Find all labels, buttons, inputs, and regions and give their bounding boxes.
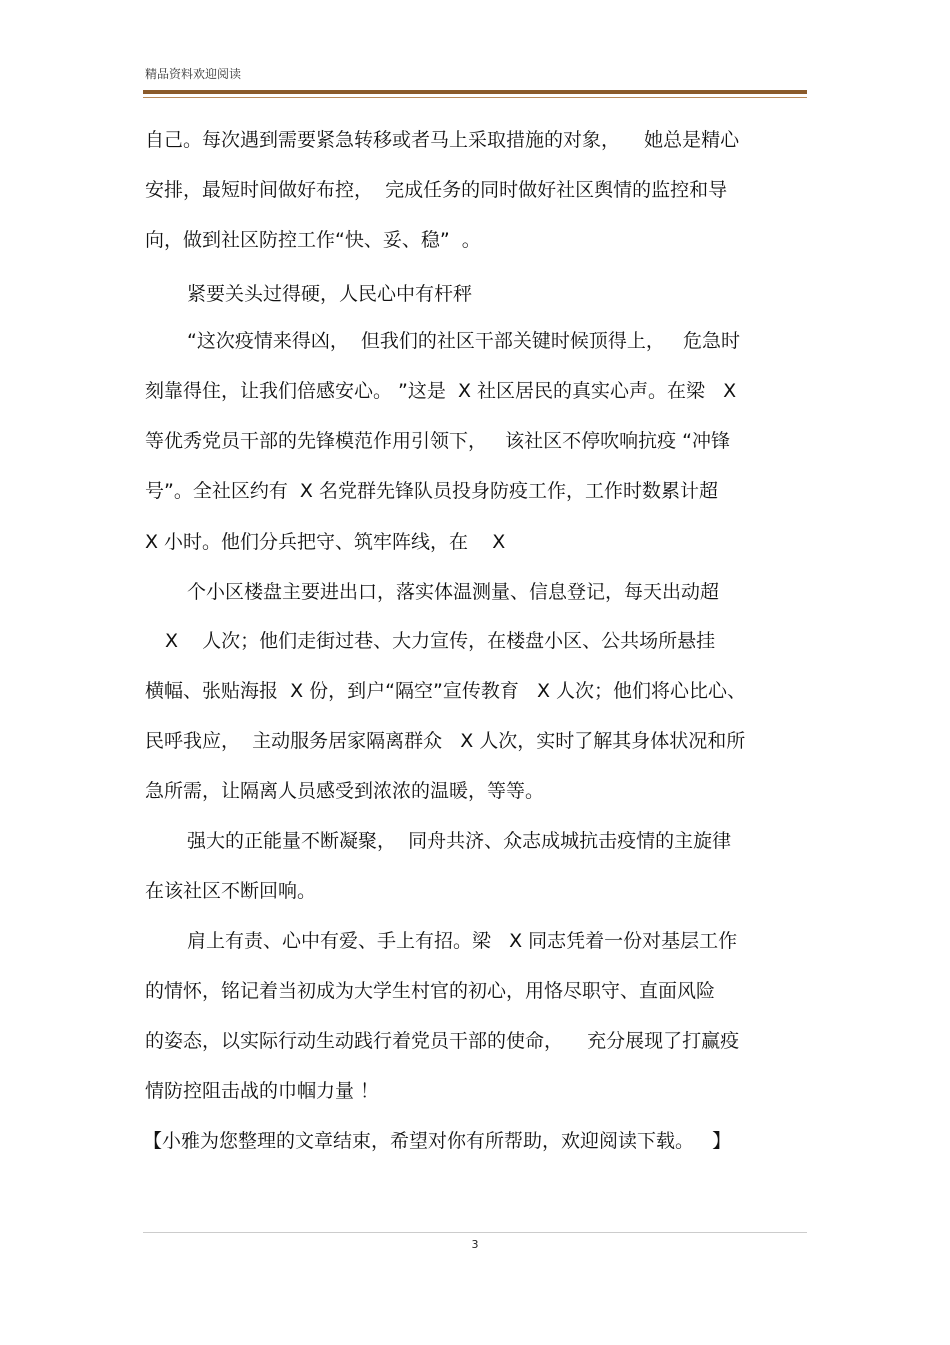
text-line: 急所需，让隔离人员感受到浓浓的温暖，等等。: [145, 780, 545, 802]
text-line: 等优秀党员干部的先锋模范作用引领下， 该社区不停吹响抗疫 “冲锋: [145, 430, 731, 452]
page-number: 3: [471, 1238, 479, 1251]
text-line: 肩上有责、心中有爱、手上有招。梁 X 同志凭着一份对基层工作: [187, 930, 738, 952]
text-line: 情防控阻击战的巾帼力量 ！: [145, 1080, 380, 1102]
footer-rule: [143, 1232, 807, 1233]
text-line: 在该社区不断回响。: [145, 880, 317, 902]
text-line: 号”。全社区约有 X 名党群先锋队员投身防疫工作，工作时数累计超: [145, 480, 718, 502]
header-rule-thin: [143, 97, 807, 98]
text-line: 安排，最短时间做好布控， 完成任务的同时做好社区舆情的监控和导: [145, 179, 728, 201]
text-line: 的姿态，以实际行动生动践行着党员干部的使命， 充分展现了打赢疫: [145, 1030, 740, 1052]
text-line: 自己。每次遇到需要紧急转移或者马上采取措施的对象， 她总是精心: [145, 129, 740, 151]
closing-note: 【小雅为您整理的文章结束，希望对你有所帮助，欢迎阅读下载。 】: [143, 1130, 732, 1152]
text-line: 民呼我应， 主动服务居家隔离群众 X 人次，实时了解其身体状况和所: [145, 730, 746, 752]
text-line: 向，做到社区防控工作“快、妥、稳” 。: [145, 229, 481, 251]
text-line: 个小区楼盘主要进出口，落实体温测量、信息登记，每天出动超: [187, 581, 720, 603]
text-line: 强大的正能量不断凝聚， 同舟共济、众志成城抗击疫情的主旋律: [187, 830, 732, 852]
text-line: 刻靠得住，让我们倍感安心。 ”这是 X 社区居民的真实心声。在梁 X: [145, 380, 737, 402]
text-line: 横幅、张贴海报 X 份，到户“隔空”宣传教育 X 人次；他们将心比心、: [145, 680, 746, 702]
page-header-text: 精品资料欢迎阅读: [145, 67, 242, 81]
section-heading: 紧要关头过得硬，人民心中有杆秤: [187, 283, 473, 305]
header-rule-thick: [143, 90, 807, 94]
text-line: “这次疫情来得凶， 但我们的社区干部关键时候顶得上， 危急时: [187, 330, 741, 352]
text-line: X 小时。他们分兵把守、筑牢阵线，在 X: [145, 531, 506, 553]
text-line: 的情怀，铭记着当初成为大学生村官的初心，用恪尽职守、直面风险: [145, 980, 716, 1002]
text-line: X 人次；他们走街过巷、大力宣传，在楼盘小区、公共场所悬挂: [165, 630, 716, 652]
